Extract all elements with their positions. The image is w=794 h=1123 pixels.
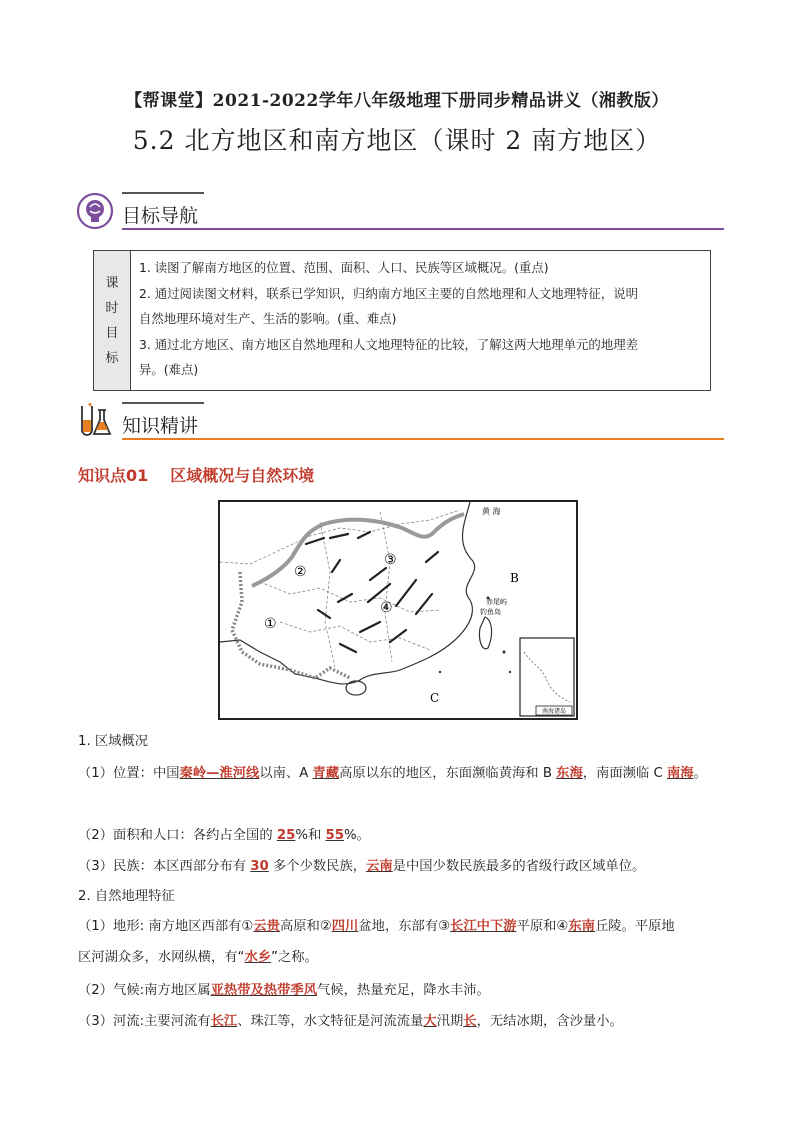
region-3-label: ③ xyxy=(384,552,397,568)
c-label: C xyxy=(430,691,440,705)
goal-line: 自然地理环境对生产、生活的影响。(重、难点) xyxy=(139,311,397,326)
region-1-label: ① xyxy=(264,616,277,632)
answer: 30 xyxy=(250,859,269,874)
answer: 秦岭—淮河线 xyxy=(179,766,260,781)
rivers-line: （3）河流:主要河流有长江、珠江等，水文特征是河流流量大汛期长，无结冰期，含沙量小。 xyxy=(78,1014,623,1029)
section-2-heading: 2. 自然地理特征 xyxy=(78,889,175,904)
goals-table xyxy=(93,250,711,391)
goals-section-header xyxy=(76,192,724,236)
answer: 东海 xyxy=(556,766,583,781)
climate-line: （2）气候:南方地区属亚热带及热带季风气候，热量充足，降水丰沛。 xyxy=(78,983,490,998)
answer: 55 xyxy=(325,828,345,843)
answer: 25 xyxy=(276,828,296,843)
goal-line: 1. 读图了解南方地区的位置、范围、面积、人口、民族等区域概况。(重点) xyxy=(139,260,549,275)
answer: 南海 xyxy=(667,766,694,781)
b-label: B xyxy=(510,571,519,585)
map-drawing xyxy=(220,502,576,718)
terrain-line-2: 区河湖众多，水网纵横，有“水乡”之称。 xyxy=(78,950,318,965)
region-2-label: ② xyxy=(294,564,307,580)
goals-label: 目标导航 xyxy=(122,205,199,227)
answer: 水乡 xyxy=(244,950,272,965)
answer: 东南 xyxy=(568,919,595,934)
chiweiyu-label: 赤尾屿 xyxy=(486,598,507,606)
yellow-sea-label: 黄 海 xyxy=(482,507,501,516)
flask-icon xyxy=(76,402,114,440)
goals-body xyxy=(131,251,710,390)
answer: 亚热带及热带季风 xyxy=(210,983,317,998)
knowledge-point-title: 知识点01 区域概况与自然环境 xyxy=(78,466,315,485)
lesson-title: 5.2 北方地区和南方地区（课时 2 南方地区） xyxy=(132,126,662,155)
answer: 长江 xyxy=(210,1014,238,1029)
knowledge-section-header xyxy=(76,402,724,446)
answer: 长 xyxy=(463,1014,477,1029)
region-4-label: ④ xyxy=(380,600,393,616)
goals-side-label: 课 时 目 标 xyxy=(94,251,131,390)
brain-icon xyxy=(76,192,114,230)
goal-line: 2. 通过阅读图文材料，联系已学知识，归纳南方地区主要的自然地理和人文地理特征，说明 xyxy=(139,285,638,301)
answer: 长江中下游 xyxy=(450,919,517,934)
answer: 青藏 xyxy=(312,766,340,781)
inset-label: 南海诸岛 xyxy=(541,708,567,715)
terrain-line: （1）地形: 南方地区西部有①云贵高原和②四川盆地，东部有③长江中下游平原和④东南丘陵。平原地 xyxy=(78,919,675,934)
goal-line: 异。(难点) xyxy=(139,362,199,377)
answer: 大 xyxy=(423,1014,437,1029)
position-line: （1）位置：中国秦岭—淮河线以南、A 青藏高原以东的地区，东面濒临黄海和 B 东海，南面濒临 C 南海。 xyxy=(78,766,707,781)
section-1-heading: 1. 区域概况 xyxy=(78,734,149,749)
answer: 云南 xyxy=(366,859,393,874)
answer: 云贵 xyxy=(253,919,280,934)
answer: 四川 xyxy=(331,919,359,934)
ethnicity-line: （3）民族：本区西部分布有 30 多个少数民族，云南是中国少数民族最多的省级行政区域单位。 xyxy=(78,859,646,874)
goal-line: 3. 通过北方地区、南方地区自然地理和人文地理特征的比较，了解这两大地理单元的地理差 xyxy=(139,336,638,352)
area-population-line: （2）面积和人口：各约占全国的 25%和 55%。 xyxy=(78,828,370,843)
knowledge-label: 知识精讲 xyxy=(122,415,199,437)
south-region-map xyxy=(218,500,578,720)
diaoyudao-label: 钓鱼岛 xyxy=(480,608,501,616)
series-title: 【帮课堂】2021-2022学年八年级地理下册同步精品讲义（湘教版） xyxy=(125,91,669,111)
